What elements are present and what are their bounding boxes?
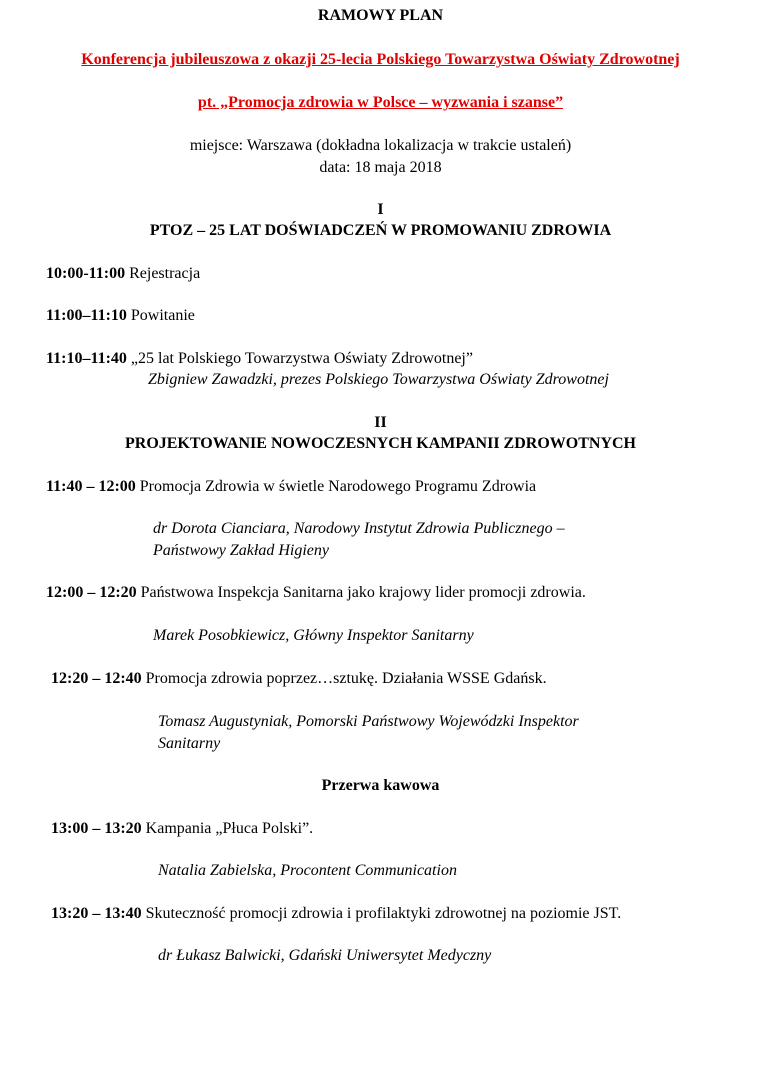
section-2-numeral: II xyxy=(374,414,387,431)
agenda-item xyxy=(46,478,536,496)
agenda-item xyxy=(51,820,313,838)
agenda-title: Rejestracja xyxy=(125,265,201,282)
agenda-time: 11:00–11:10 xyxy=(46,307,127,324)
agenda-speaker: Natalia Zabielska, Procontent Communication xyxy=(158,862,457,879)
date-line: data: 18 maja 2018 xyxy=(319,159,442,176)
conference-title: Konferencja jubileuszowa z okazji 25-lecia Polskiego Towarzystwa Oświaty Zdrowotnej xyxy=(81,51,680,68)
agenda-item xyxy=(46,265,200,283)
agenda-time: 12:00 – 12:20 xyxy=(46,584,137,601)
agenda-time: 12:20 – 12:40 xyxy=(51,670,142,687)
agenda-time: 13:00 – 13:20 xyxy=(51,820,142,837)
agenda-time: 11:40 – 12:00 xyxy=(46,478,136,495)
agenda-item xyxy=(51,905,621,923)
section-2-title: PROJEKTOWANIE NOWOCZESNYCH KAMPANII ZDROWOTNYCH xyxy=(124,435,636,452)
agenda-title: Promocja zdrowia poprzez…sztukę. Działania WSSE Gdańsk. xyxy=(141,670,547,687)
agenda-item xyxy=(46,584,586,602)
agenda-title: Kampania „Płuca Polski”. xyxy=(141,820,314,837)
agenda-speaker: dr Łukasz Balwicki, Gdański Uniwersytet Medyczny xyxy=(158,947,492,964)
agenda-speaker: Zbigniew Zawadzki, prezes Polskiego Towarzystwa Oświaty Zdrowotnej xyxy=(148,371,609,388)
agenda-time: 11:10–11:40 xyxy=(46,350,127,367)
agenda-title: Promocja Zdrowia w świetle Narodowego Programu Zdrowia xyxy=(135,478,537,495)
agenda-speaker: Marek Posobkiewicz, Główny Inspektor Sanitarny xyxy=(153,627,474,644)
agenda-item xyxy=(46,307,195,325)
agenda-time: 13:20 – 13:40 xyxy=(51,905,142,922)
coffee-break: Przerwa kawowa xyxy=(321,777,440,794)
agenda-speaker: Sanitarny xyxy=(158,735,221,752)
place-line: miejsce: Warszawa (dokładna lokalizacja w trakcie ustaleń) xyxy=(189,137,572,154)
page-title: RAMOWY PLAN xyxy=(317,7,444,24)
agenda-item xyxy=(51,670,547,688)
section-1-numeral: I xyxy=(377,201,384,218)
agenda-speaker: Tomasz Augustyniak, Pomorski Państwowy Wojewódzki Inspektor xyxy=(158,713,579,730)
section-1-title: PTOZ – 25 LAT DOŚWIADCZEŃ W PROMOWANIU ZDROWIA xyxy=(149,222,612,239)
agenda-speaker: Państwowy Zakład Higieny xyxy=(153,542,329,559)
conference-subtitle: pt. „Promocja zdrowia w Polsce – wyzwania i szanse” xyxy=(197,94,564,111)
agenda-title: Skuteczność promocji zdrowia i profilaktyki zdrowotnej na poziomie JST. xyxy=(141,905,622,922)
agenda-speaker: dr Dorota Cianciara, Narodowy Instytut Zdrowia Publicznego – xyxy=(153,520,565,537)
agenda-item xyxy=(46,350,473,368)
agenda-time: 10:00-11:00 xyxy=(46,265,126,282)
agenda-title: Powitanie xyxy=(126,307,195,324)
agenda-title: „25 lat Polskiego Towarzystwa Oświaty Zdrowotnej” xyxy=(126,350,473,367)
agenda-title: Państwowa Inspekcja Sanitarna jako krajowy lider promocji zdrowia. xyxy=(136,584,586,601)
